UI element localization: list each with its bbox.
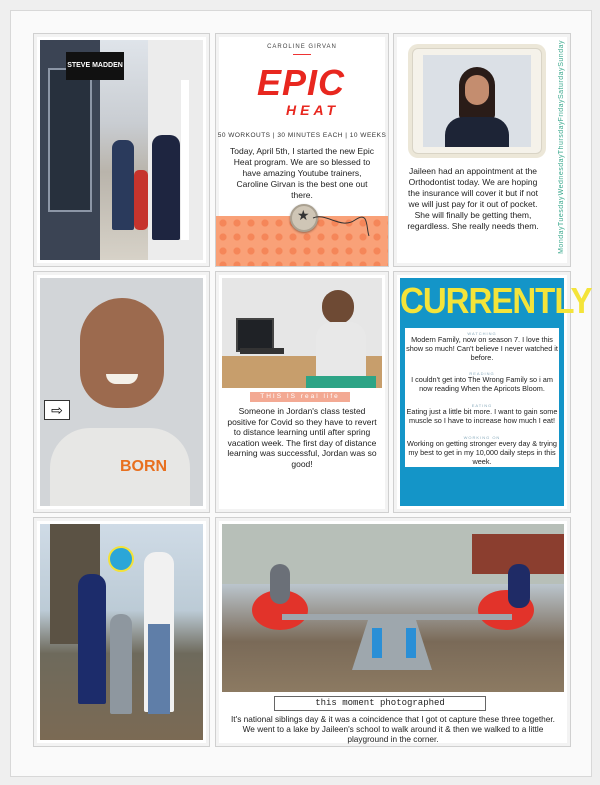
currently-label: READING [469,371,495,376]
playground-photo [222,524,564,692]
siblings-card [33,517,210,747]
currently-text: Eating just a little bit more. I want to gain some muscle so I have to increase how much I eat! [406,407,558,425]
moment-label: this moment photographed [274,696,486,711]
moment-card [215,517,571,747]
store-walk-card [33,33,210,267]
program-stats: 50 WORKOUTS | 30 MINUTES EACH | 10 WEEKS [217,132,387,139]
twine-embellishment [311,210,371,240]
currently-reading [405,368,559,403]
currently-text: Working on getting stronger every day & trying my best to get in my 10,000 daily steps in this week. [407,439,557,466]
real-life-tag: THIS IS real life [250,392,350,402]
portrait-frame [412,48,542,154]
orthodontist-card [393,33,571,267]
smiling-boy-photo: BORN [40,278,203,506]
currently-eating [405,400,559,435]
currently-card [393,271,592,513]
weekday-friday: Friday [558,98,565,122]
portrait-photo [423,55,531,147]
arrow-right-icon: ⇨ [51,402,63,418]
weekday-tuesday: Tuesday [558,195,565,226]
weekday-monday: Monday [558,225,565,254]
location-pin-icon [108,546,134,572]
store-walk-photo [40,40,203,260]
smile-card [33,271,210,513]
divider-line [293,54,310,55]
distance-learning-card [215,271,389,513]
weekday-strip [557,40,567,260]
store-sign: STEVE MADDEN [66,52,124,80]
moment-journal: It's national siblings day & it was a coincidence that I got ot capture these three together. We went to a lake by Jaileen's school to walk around it & then we walked to a little playground in the corner. [231,714,555,744]
currently-panel [400,278,592,506]
currently-title: CURRENTLY [400,280,592,321]
currently-label: WORKING ON [463,435,501,440]
weekday-saturday: Saturday [558,66,565,99]
epic-heat-journal: Today, April 5th, I started the new Epic Heat program. We are so blessed to have amazing Youtube trainers, Caroline Girvan is the best one out there. [230,146,374,200]
epic-logo-text: EPIC [256,62,346,103]
currently-label: WATCHING [467,331,497,336]
scrapbook-page [10,10,592,777]
distance-learning-photo [222,278,382,388]
weekday-thursday: Thursday [558,121,565,155]
trainer-name: CAROLINE GIRVAN [267,44,337,50]
arrow-tag [44,400,70,420]
currently-label: EATING [471,403,493,408]
currently-working-on [405,432,559,467]
weekday-wednesday: Wednesday [558,154,565,196]
distance-learning-journal: Someone in Jordan's class tested positive for Covid so they have to revert to distance learning until after spring vacation week. The first day of distance learning was successful, Jordan was so good! [227,406,377,469]
currently-watching [405,328,559,370]
star-icon: ★ [297,207,310,223]
epic-heat-card [215,33,389,267]
heat-logo-text: HEAT [286,102,340,118]
weekday-sunday: Sunday [558,40,565,67]
currently-text: Modern Family, now on season 7. I love this show so much! Can't believe I never watched it before. [406,335,558,362]
orthodontist-journal: Jaileen had an appointment at the Orthodontist today. We are hoping the insurance will cover it but if not we will just pay for it out of pocket. She will finally be getting them, regardless. She really needs them. [407,166,539,231]
currently-text: I couldn't get into The Wrong Family so i am now reading When the Apricots Bloom. [411,375,553,393]
